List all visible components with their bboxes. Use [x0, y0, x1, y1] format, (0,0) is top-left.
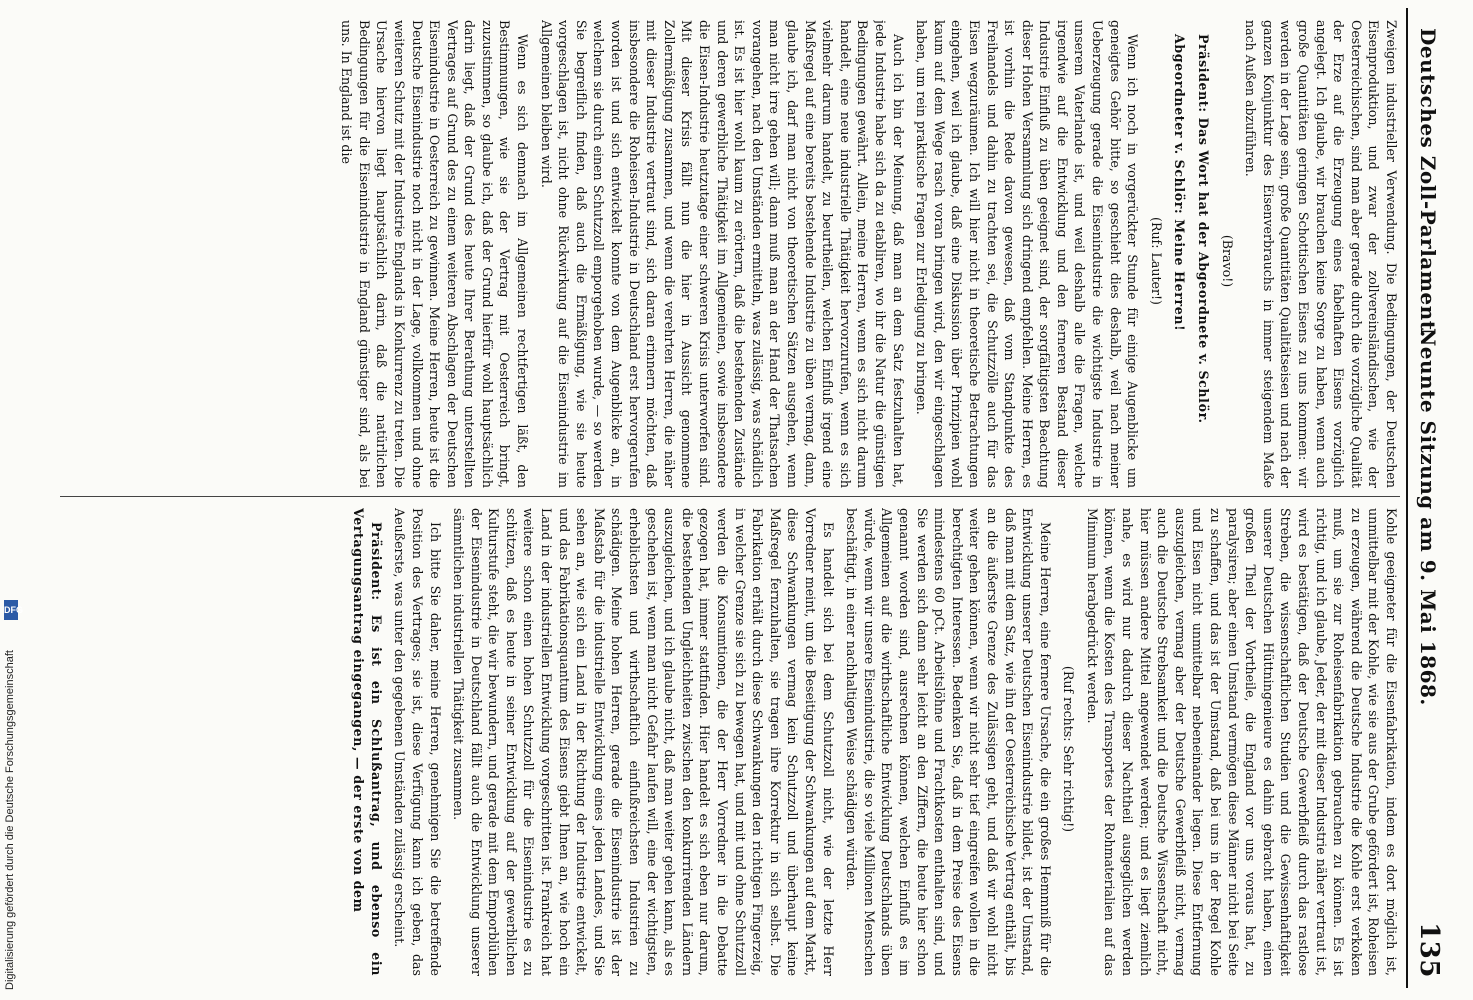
paragraph: Wenn es sich demnach im Allgemeinen rechtfertigen läßt, den Bestimmungen, wie sie der Vertrag mit Oesterreich bringt, zuzustimmen, so glaube ich, daß der Grund hierfür wohl hauptsächlich darin liegt, daß der Grund des heute Ihrer Berathung unterstellten Vertrages auf Grund des zu einem weiteren Abschlagen der Deutschen Eisenindustrie in Oesterreich zu gewinnen. Meine Herren, heute ist die Deutsche Eisenindustrie noch nicht in der Lage, vollkommen und ohne weiteren Schutz mit der Industrie Englands in Konkurrenz zu treten. Die Ursache hiervon liegt hauptsächlich darin, daß die natürlichen Bedingungen für die Eisenindustrie in England günstiger sind, als bei uns. In England ist die	[339, 20, 531, 488]
header-session-title: Neunte Sitzung am 9. Mai 1868.	[1416, 328, 1440, 706]
paragraph: Zweigen industrieller Verwendung. Die Bedingungen, der Deutschen Eisenproduktion, und zwar der zollvereinsländischen, wie der Oesterreichischen, sind man aber gerade durch die vorzügliche Qualität der Erze auf die Erzeugung eines fabelhaften Eisens vorzüglich angelegt. Ich glaube, wir brauchen keine Sorge zu haben, wenn auch große Quantitäten geringen Schottischen Eisens zu uns kommen: wir werden in der Lage sein, große Quantitäten Qualitätseisen und nach der ganzen Konjunktur des Eisenverbrauchs in immer steigendem Maße nach Außen abzuführen.	[1243, 20, 1399, 488]
paragraph: Kohle geeigneter für die Eisenfabrikation, indem es dort möglich ist, unmittelbar mit der Kohle, wie sie aus der Grube gefördert ist, Roheisen zu erzeugen, während die Deutsche Industrie die Kohle erst verkoken muß, um sie zur Roheisenfabrikation gebrauchen zu können. Es ist richtig, und ich glaube, Jeder, der mit dieser Industrie näher vertraut ist, wird es bestätigen, daß der Deutsche Gewerbfleiß durch das rastlose Streben, die wissenschaftlichen Studien und die Gewissenhaftigkeit unserer Deutschen Hüttningenieure es dahin gebracht haben, einen großen Theil der Vortheile, die England vor uns voraus hat, zu paralysiren; aber einen Umstand vermögen diese Männer nicht bei Seite zu schaffen, und das ist der Umstand, daß bei uns in der Regel Kohle und Eisen nicht unmittelbar nebeneinander liegen. Diese Entfernung auszugleichen, vermag aber der Deutsche Gewerbfleiß nicht, vermag auch die Deutsche Strebsamkeit und die Deutsche Wissenschaft nicht, hier müssen andere Mittel angewendet werden; und es liegt ziemlich nahe, es wird nur dadurch dieser Nachtheil ausgeglichen werden können, wenn die Kosten des Transportes der Rohmaterialien auf das Minimum herabgedrückt werden.	[1084, 508, 1399, 976]
paragraph: Auch ich bin der Meinung, daß man an dem Satz festzuhalten hat, jede Industrie habe sich da zu etabliren, wo ihr die Natur die günstigen Bedingungen gewährt. Allein, meine Herren, wenn es sich nicht darum handelt, eine neue industrielle Thätigkeit hervorzurufen, wenn es sich vielmehr darum handelt, zu beurtheilen, welchen Einfluß irgend eine Maßregel auf eine bereits bestehende Industrie zu üben vermag, dann, glaube ich, darf man nicht von theoretischen Sätzen ausgehen, wenn man nicht irre gehen will; dann muß man an der Hand der Thatsachen vorangehen, nach den Umständen ermitteln, was zulässig, was schädlich ist. Es ist hier wohl kaum zu erörtern, daß die bestehenden Zustände und deren gewerbliche Thätigkeit im Allgemeinen, sowie insbesondere die Eisen-Industrie heutzutage einer schweren Krisis unterworfen sind. Mit dieser Krisis fällt nun die hier in Aussicht genommene Zollermäßigung zusammen, und wenn die verehrten Herren, die näher mit dieser Industrie vertraut sind, sich daran erinnern möchten, daß insbesondere die Roheisen-Industrie in Deutschland erst hervorgerufen worden ist und sich entwickelt konnte von dem Augenblicke an, in welchem sie durch einen Schutzzoll emporgehoben wurde, — so werden Sie begreiflich finden, daß auch die Ermäßigung, wie sie heute vorgeschlagen ist, nicht ohne Rückwirkung auf die Eisenindustrie im Allgemeinen bleiben wird.	[538, 20, 906, 488]
column-divider	[60, 496, 1400, 497]
speaker-line: Abgeordneter v. Schlör: Meine Herren!	[1172, 34, 1188, 332]
speaker-line: Präsident: Das Wort hat der Abgeordnete v. Schlör.	[1196, 34, 1212, 424]
right-text-column	[60, 508, 1400, 976]
header-left-title: Deutsches Zoll-Parlament.	[1416, 28, 1440, 338]
paragraph: Ich bitte Sie daher, meine Herren, genehmigen Sie die betreffende Position des Vertrages; sie ist, diese Verfügung kann ich geben, das Aeußerste, was unter den gegebenen Umständen zulässig erscheint.	[392, 508, 443, 976]
paragraph: Meine Herren, eine fernere Ursache, die ein großes Hemmniß für die Entwicklung unserer Deutschen Eisenindustrie bildet, ist der Umstand, daß man mit dem Satz, wie ihn der Oesterreichische Vertrag enthält, bis an die äußerste Grenze des Zulässigen geht, und daß wir wohl nicht weiter gehen können, wenn wir nicht sehr tief eingreifen wollen in die berechtigten Interessen. Bedenken Sie, daß in dem Preise des Eisens mindestens 60 pCt. Arbeitslöhne und Frachtkosten enthalten sind, und Sie werden sich dann sehr leicht an den Ziffern, die heute hier schon genannt worden sind, ausrechnen können, welchen Einfluß es im Allgemeinen auf die wirthschaftliche Entwicklung Deutschlands üben würde, wenn wir unsere Eisenindustrie, die so viele Millionen Menschen beschäftigt, in einer nachhaltigen Weise schädigen würden.	[844, 508, 1053, 976]
interjection-note: (Ruf: Lauter!)	[1148, 217, 1164, 305]
rotated-page-content	[48, 8, 1448, 988]
paragraph: Es handelt sich bei dem Schutzzoll nicht, wie der letzte Herr Vorredner meint, um die Beseitigung der Schwankungen auf dem Markt, diese Schwankungen vermag kein Schutzzoll und überhaupt keine Maßregel fernzuhalten, sie tragen ihre Korrektur in sich selbst. Die Fabrikation erhält durch diese Schwankungen den richtigen Fingerzeig, in welcher Grenze sie sich zu bewegen hat, und mit und ohne Schutzzoll werden die Konsumtionen, die der Herr Vorredner in die Debatte gezogen hat, immer stattfinden. Hier handelt es sich eben nur darum, die bestehenden Ungleichheiten zwischen den konkurrirenden Ländern auszugleichen, und ich glaube nicht, daß man weiter gehen kann, als es geschehen ist, wenn man nicht Gefahr laufen will, eine der wichtigsten, erheblichsten und wirthschaftlich einflußreichsten Industrien zu schädigen. Meine hohen Herren, gerade die Eisenindustrie ist der Maßstab für die industrielle Entwicklung eines jeden Landes, und Sie sehen an, wie sich ein Land in der Richtung der Industrie entwickelt, und das Fabrikationsquantum des Eisens giebt Ihnen an, wie hoch ein Land in der industriellen Entwicklung vorgeschritten ist. Frankreich hat weitere schon einen hohen Schutzzoll für die Eisenindustrie es zu schützen, daß es heute in seiner Entwicklung auf der gewerblichen Kulturstufe steht, die wir bewundern, und gerade mit dem Emporblühen der Eisenindustrie in Deutschland fällt auch die Entwicklung unserer sämmtlichen industriellen Thätigkeit zusammen.	[451, 508, 836, 976]
digitization-credit-text: Digitalisierung gefördert durch die Deutsche Forschungsgemeinschaft	[4, 650, 16, 990]
speaker-line: Präsident: Es ist ein Schlußantrag, und ebenso ein Vertagungsantrag eingegangen, — der erste von dem	[351, 508, 384, 976]
paragraph: Wenn ich noch in vorgerückter Stunde für einige Augenblicke um geneigtes Gehör bitte, so geschieht dies deshalb, weil nach meiner Ueberzeugung gerade die Eisenindustrie die wichtigste Industrie in unserem Vaterlande ist, und weil deshalb alle die Fragen, welche irgendwie auf die Entwicklung und den ferneren Bestand dieser Industrie Einfluß zu üben geeignet sind, der sorgfältigsten Beachtung dieser Hohen Versammlung sich dringend empfehlen. Meine Herren, es ist vorhin die Rede davon gewesen, daß vom Standpunkte des Freihandels und dahin zu trachten sei, die Schutzzölle auch für das Eisen wegzuräumen. Ich will hier nicht in theoretische Betrachtungen eingehen, weil ich glaube, daß eine Diskussion über Prinzipien wohl kaum auf dem Wege rasch voran bringen wird, den wir eingeschlagen haben, um rein praktische Fragen zur Erledigung zu bringen.	[914, 20, 1141, 488]
interjection-note: (Ruf rechts: Sehr richtig!)	[1061, 665, 1077, 833]
dfg-logo: DFG	[4, 600, 18, 620]
page-header	[1406, 8, 1448, 988]
left-text-column	[60, 20, 1400, 488]
digitization-credit	[4, 600, 23, 990]
applause-note: (Bravo!)	[1219, 234, 1235, 288]
page-number: 135	[1414, 922, 1444, 978]
